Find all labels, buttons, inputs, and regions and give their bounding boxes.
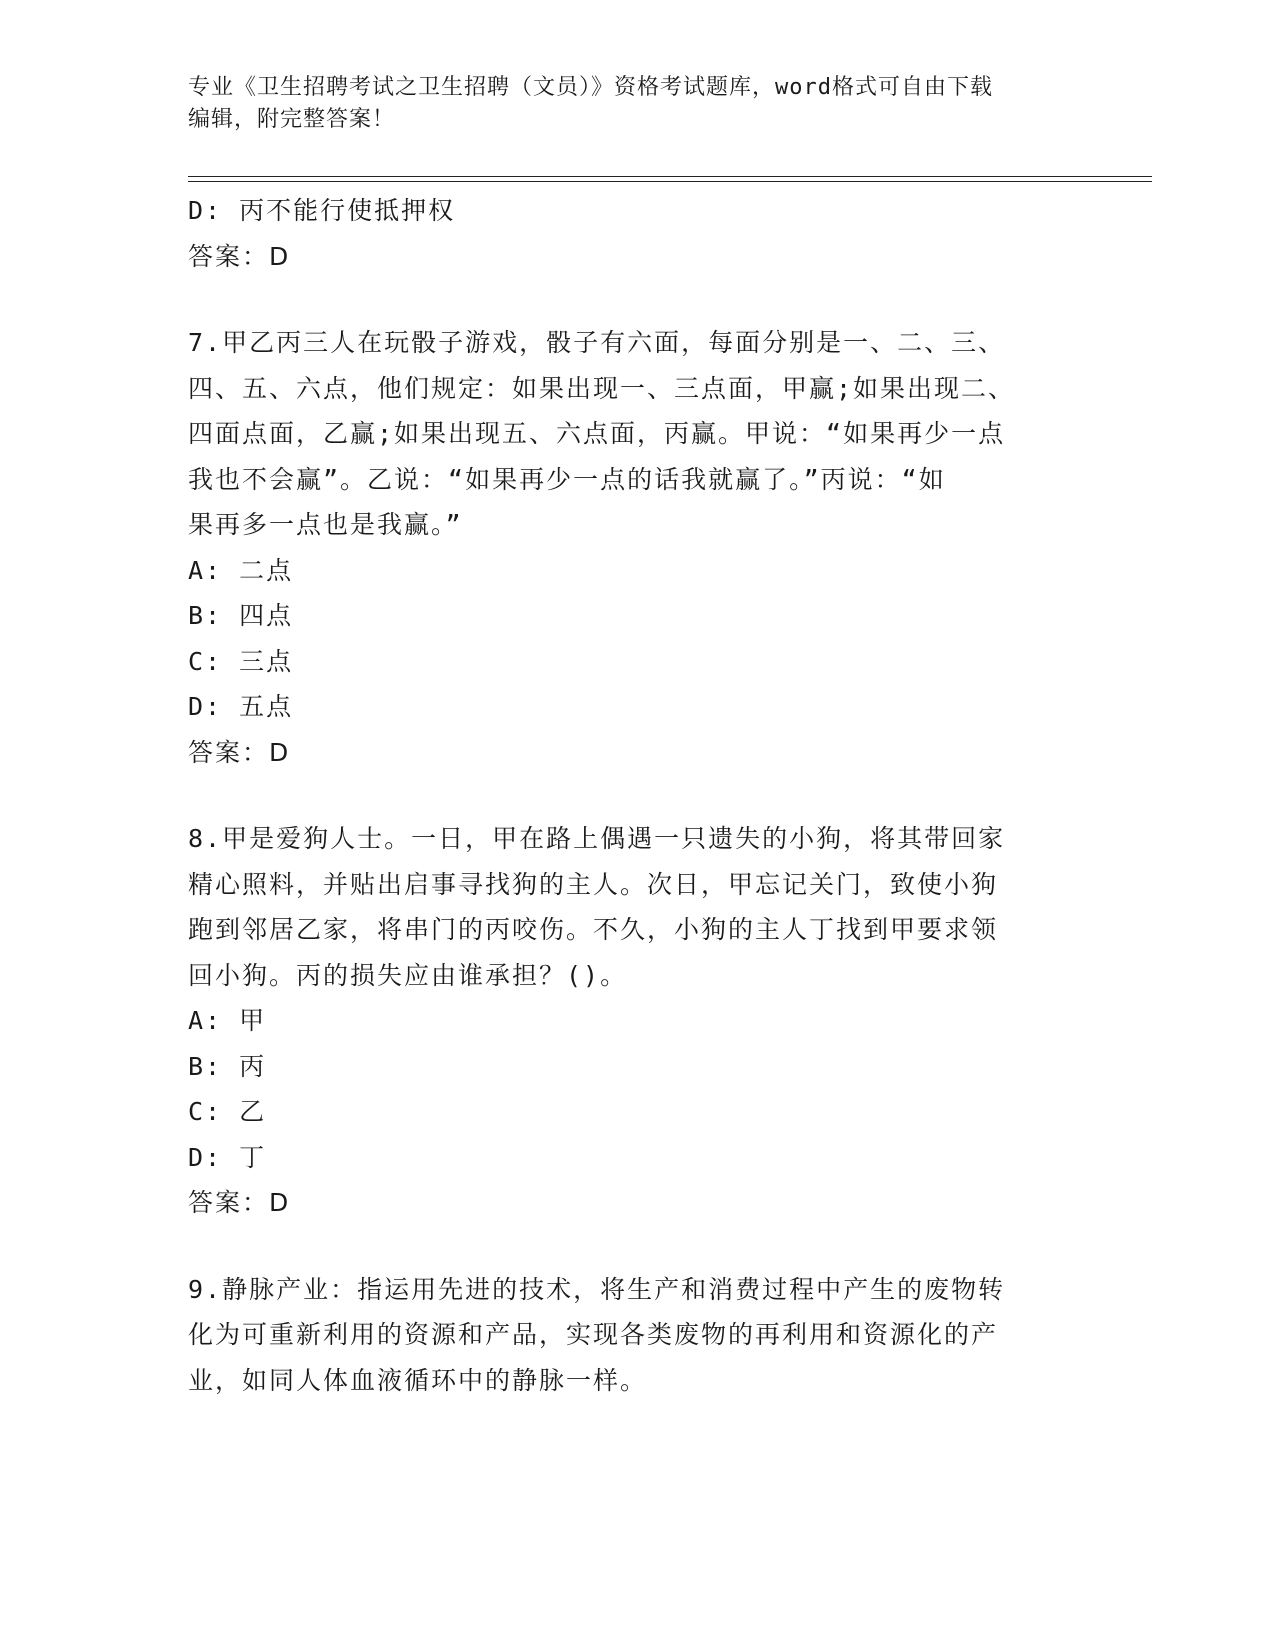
question-text-line: 9.静脉产业：指运用先进的技术，将生产和消费过程中产生的废物转 bbox=[188, 1274, 1006, 1304]
question-text-line: 四、五、六点，他们规定：如果出现一、三点面，甲赢;如果出现二、 bbox=[188, 373, 1016, 403]
question-text-line: 7.甲乙丙三人在玩骰子游戏，骰子有六面，每面分别是一、二、三、 bbox=[188, 328, 1006, 357]
question-text-line: 8.甲是爱狗人士。一日，甲在路上偶遇一只遗失的小狗，将其带回家 bbox=[188, 824, 1006, 853]
option-d: D: 丁 bbox=[188, 1142, 267, 1172]
answer: 答案：D bbox=[188, 1188, 291, 1217]
question-7 bbox=[188, 320, 1068, 775]
question-text-line: 我也不会赢”。乙说：“如果再少一点的话我就赢了。”丙说：“如 bbox=[188, 464, 946, 494]
option-c: C: 乙 bbox=[188, 1097, 267, 1126]
answer: 答案：D bbox=[188, 241, 291, 271]
question-text-line: 化为可重新利用的资源和产品，实现各类废物的再利用和资源化的产 bbox=[188, 1320, 999, 1349]
option-d: D: 五点 bbox=[188, 692, 294, 721]
question-text-line: 四面点面，乙赢;如果出现五、六点面，丙赢。甲说：“如果再少一点 bbox=[188, 419, 1006, 448]
question-text-line: 跑到邻居乙家，将串门的丙咬伤。不久，小狗的主人丁找到甲要求领 bbox=[188, 915, 999, 944]
header-line-2: 编辑，附完整答案！ bbox=[188, 107, 396, 132]
option-b: B: 四点 bbox=[188, 601, 294, 630]
previous-question-tail bbox=[188, 188, 1068, 279]
option-b: B: 丙 bbox=[188, 1051, 267, 1081]
header-divider-bottom bbox=[188, 181, 1152, 182]
header-divider-top bbox=[188, 176, 1152, 177]
question-text-line: 业，如同人体血液循环中的静脉一样。 bbox=[188, 1365, 648, 1395]
question-text-line: 果再多一点也是我赢。” bbox=[188, 510, 463, 539]
option-a: A: 甲 bbox=[188, 1006, 267, 1035]
option-a: A: 二点 bbox=[188, 555, 294, 585]
header-line-1: 专业《卫生招聘考试之卫生招聘（文员）》资格考试题库，word格式可自由下载 bbox=[188, 75, 993, 100]
question-8 bbox=[188, 816, 1068, 1226]
answer: 答案：D bbox=[188, 737, 291, 767]
page-header bbox=[188, 72, 1068, 136]
question-9 bbox=[188, 1267, 1068, 1404]
question-text-line: 回小狗。丙的损失应由谁承担？()。 bbox=[188, 960, 628, 990]
option-d: D: 丙不能行使抵押权 bbox=[188, 196, 456, 225]
document-body bbox=[188, 188, 1068, 1403]
question-text-line: 精心照料，并贴出启事寻找狗的主人。次日，甲忘记关门，致使小狗 bbox=[188, 869, 999, 899]
option-c: C: 三点 bbox=[188, 646, 294, 676]
